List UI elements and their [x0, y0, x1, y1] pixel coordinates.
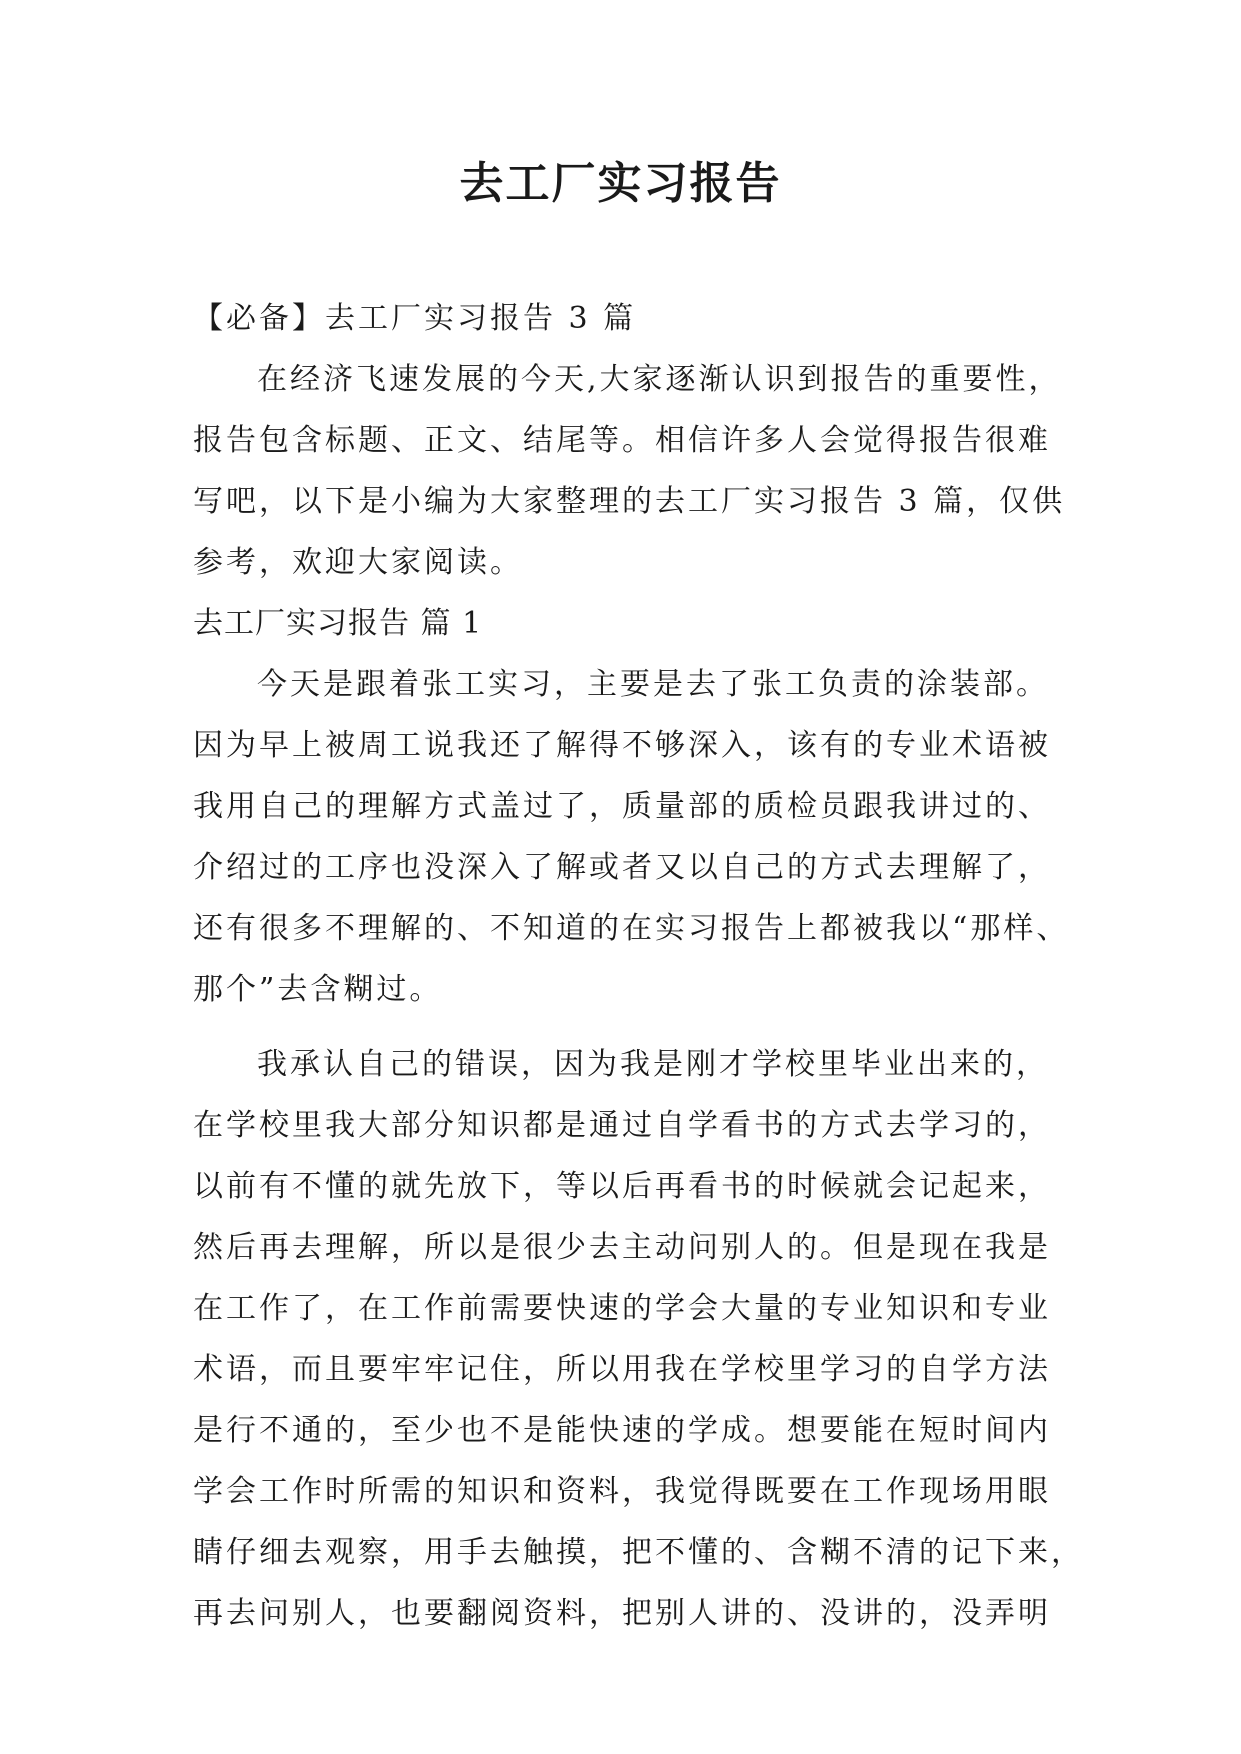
- paragraph-line: 那个”去含糊过。: [193, 972, 443, 1007]
- paragraph-line: 是行不通的，至少也不是能快速的学成。想要能在短时间内: [193, 1413, 1051, 1448]
- paragraph-line: 学会工作时所需的知识和资料，我觉得既要在工作现场用眼: [193, 1474, 1051, 1509]
- paragraph-line: 因为早上被周工说我还了解得不够深入，该有的专业术语被: [193, 728, 1051, 763]
- document-title: 去工厂实习报告: [459, 158, 782, 209]
- paragraph-line: 术语，而且要牢牢记住，所以用我在学校里学习的自学方法: [193, 1352, 1051, 1387]
- paragraph-line: 在工作了，在工作前需要快速的学会大量的专业知识和专业: [193, 1291, 1051, 1326]
- intro-paragraph-line: 在经济飞速发展的今天,大家逐渐认识到报告的重要性，: [257, 362, 1062, 397]
- document-body: [193, 288, 1084, 1644]
- intro-paragraph-line: 写吧，以下是小编为大家整理的去工厂实习报告 3 篇，仅供: [193, 484, 1066, 519]
- paragraph-line: 以前有不懂的就先放下，等以后再看书的时候就会记起来，: [193, 1169, 1051, 1204]
- intro-paragraph-line: 报告包含标题、正文、结尾等。相信许多人会觉得报告很难: [193, 423, 1051, 458]
- document-subtitle: 【必备】去工厂实习报告 3 篇: [193, 301, 637, 336]
- intro-paragraph-line: 参考，欢迎大家阅读。: [193, 545, 523, 580]
- paragraph-line: 再去问别人，也要翻阅资料，把别人讲的、没讲的，没弄明: [193, 1596, 1051, 1631]
- paragraph-line: 我用自己的理解方式盖过了，质量部的质检员跟我讲过的、: [193, 789, 1051, 824]
- paragraph-line: 在学校里我大部分知识都是通过自学看书的方式去学习的，: [193, 1108, 1051, 1143]
- section-heading: 去工厂实习报告 篇 1: [193, 606, 483, 641]
- paragraph-line: 我承认自己的错误，因为我是刚才学校里毕业出来的，: [257, 1047, 1049, 1082]
- paragraph-line: 介绍过的工序也没深入了解或者又以自己的方式去理解了，: [193, 850, 1051, 885]
- paragraph-line: 今天是跟着张工实习，主要是去了张工负责的涂装部。: [257, 667, 1049, 702]
- paragraph-line: 然后再去理解，所以是很少去主动问别人的。但是现在我是: [193, 1230, 1051, 1265]
- paragraph-line: 睛仔细去观察，用手去触摸，把不懂的、含糊不清的记下来，: [193, 1535, 1084, 1570]
- paragraph-line: 还有很多不理解的、不知道的在实习报告上都被我以“那样、: [193, 911, 1070, 946]
